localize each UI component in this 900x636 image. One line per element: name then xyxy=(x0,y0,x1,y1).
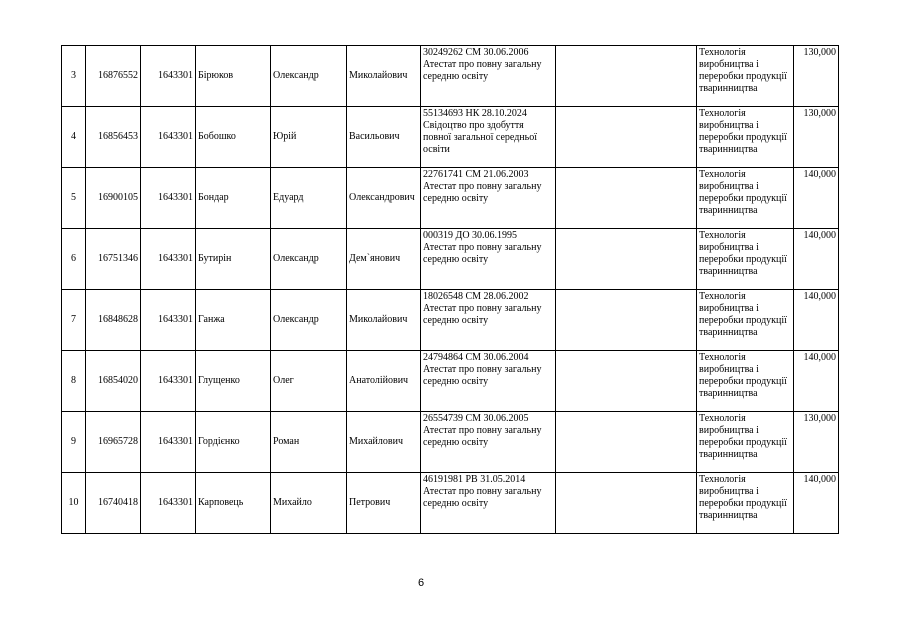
patronymic-cell: Миколайович xyxy=(347,290,421,351)
competition-score-cell: 140,000 xyxy=(794,351,839,412)
education-document-cell xyxy=(421,46,556,107)
applicant-id-cell: 16856453 xyxy=(86,107,141,168)
first-name-cell: Юрій xyxy=(271,107,347,168)
program-code-cell: 1643301 xyxy=(141,46,196,107)
first-name-cell: Едуард xyxy=(271,168,347,229)
last-name-cell: Бірюков xyxy=(196,46,271,107)
competition-score-cell: 130,000 xyxy=(794,412,839,473)
document-type: Атестат про повну загальну середню освіту xyxy=(423,486,542,509)
competition-score-cell: 140,000 xyxy=(794,229,839,290)
table-row xyxy=(62,351,839,412)
patronymic-cell: Миколайович xyxy=(347,46,421,107)
row-number-cell: 5 xyxy=(62,168,86,229)
table-body xyxy=(62,46,839,534)
document-number: 24794864 СМ 30.06.2004 xyxy=(423,352,529,363)
document-number: 30249262 СМ 30.06.2006 xyxy=(423,47,529,58)
first-name-cell: Олександр xyxy=(271,290,347,351)
program-code-cell: 1643301 xyxy=(141,290,196,351)
row-number-cell: 4 xyxy=(62,107,86,168)
education-document-cell xyxy=(421,412,556,473)
specialty-cell: Технологія виробництва і переробки продукції тваринництва xyxy=(697,351,794,412)
competition-score-cell: 140,000 xyxy=(794,290,839,351)
first-name-cell: Олександр xyxy=(271,229,347,290)
patronymic-cell: Васильович xyxy=(347,107,421,168)
applicant-id-cell: 16740418 xyxy=(86,473,141,534)
document-number: 46191981 РВ 31.05.2014 xyxy=(423,474,526,485)
applicant-id-cell: 16900105 xyxy=(86,168,141,229)
patronymic-cell: Михайлович xyxy=(347,412,421,473)
document-type: Атестат про повну загальну середню освіту xyxy=(423,425,542,448)
table-row xyxy=(62,107,839,168)
competition-score-cell: 140,000 xyxy=(794,473,839,534)
empty-cell-cell xyxy=(556,46,697,107)
document-type: Атестат про повну загальну середню освіту xyxy=(423,242,542,265)
program-code-cell: 1643301 xyxy=(141,107,196,168)
specialty-cell: Технологія виробництва і переробки продукції тваринництва xyxy=(697,412,794,473)
applicant-id-cell: 16751346 xyxy=(86,229,141,290)
table-row xyxy=(62,473,839,534)
last-name-cell: Бондар xyxy=(196,168,271,229)
empty-cell-cell xyxy=(556,107,697,168)
empty-cell-cell xyxy=(556,473,697,534)
last-name-cell: Гордієнко xyxy=(196,412,271,473)
applicant-id-cell: 16854020 xyxy=(86,351,141,412)
empty-cell-cell xyxy=(556,290,697,351)
last-name-cell: Бутирін xyxy=(196,229,271,290)
document-type: Свідоцтво про здобуття повної загальної середньої освіти xyxy=(423,120,537,155)
patronymic-cell: Олександрович xyxy=(347,168,421,229)
education-document-cell xyxy=(421,168,556,229)
document-number: 26554739 СМ 30.06.2005 xyxy=(423,413,529,424)
page-number: 6 xyxy=(417,577,425,589)
program-code-cell: 1643301 xyxy=(141,229,196,290)
document-type: Атестат про повну загальну середню освіту xyxy=(423,181,542,204)
competition-score-cell: 130,000 xyxy=(794,107,839,168)
document-number: 55134693 НК 28.10.2024 xyxy=(423,108,527,119)
education-document-cell xyxy=(421,107,556,168)
last-name-cell: Карповець xyxy=(196,473,271,534)
specialty-cell: Технологія виробництва і переробки продукції тваринництва xyxy=(697,229,794,290)
education-document-cell xyxy=(421,351,556,412)
row-number-cell: 3 xyxy=(62,46,86,107)
education-document-cell xyxy=(421,229,556,290)
row-number-cell: 7 xyxy=(62,290,86,351)
education-document-cell xyxy=(421,290,556,351)
specialty-cell: Технологія виробництва і переробки продукції тваринництва xyxy=(697,290,794,351)
applicant-id-cell: 16965728 xyxy=(86,412,141,473)
document-type: Атестат про повну загальну середню освіту xyxy=(423,364,542,387)
last-name-cell: Ганжа xyxy=(196,290,271,351)
competition-score-cell: 140,000 xyxy=(794,168,839,229)
patronymic-cell: Дем`янович xyxy=(347,229,421,290)
empty-cell-cell xyxy=(556,168,697,229)
program-code-cell: 1643301 xyxy=(141,473,196,534)
patronymic-cell: Петрович xyxy=(347,473,421,534)
document-type: Атестат про повну загальну середню освіту xyxy=(423,59,542,82)
last-name-cell: Бобошко xyxy=(196,107,271,168)
first-name-cell: Олександр xyxy=(271,46,347,107)
table-row xyxy=(62,412,839,473)
program-code-cell: 1643301 xyxy=(141,351,196,412)
specialty-cell: Технологія виробництва і переробки продукції тваринництва xyxy=(697,107,794,168)
table-row xyxy=(62,46,839,107)
first-name-cell: Олег xyxy=(271,351,347,412)
last-name-cell: Глущенко xyxy=(196,351,271,412)
first-name-cell: Роман xyxy=(271,412,347,473)
applicant-id-cell: 16876552 xyxy=(86,46,141,107)
applicant-id-cell: 16848628 xyxy=(86,290,141,351)
row-number-cell: 6 xyxy=(62,229,86,290)
education-document-cell xyxy=(421,473,556,534)
empty-cell-cell xyxy=(556,351,697,412)
document-number: 000319 ДО 30.06.1995 xyxy=(423,230,518,241)
row-number-cell: 9 xyxy=(62,412,86,473)
specialty-cell: Технологія виробництва і переробки продукції тваринництва xyxy=(697,473,794,534)
first-name-cell: Михайло xyxy=(271,473,347,534)
empty-cell-cell xyxy=(556,229,697,290)
specialty-cell: Технологія виробництва і переробки продукції тваринництва xyxy=(697,46,794,107)
program-code-cell: 1643301 xyxy=(141,168,196,229)
document-number: 22761741 СМ 21.06.2003 xyxy=(423,169,529,180)
program-code-cell: 1643301 xyxy=(141,412,196,473)
table-row xyxy=(62,229,839,290)
row-number-cell: 8 xyxy=(62,351,86,412)
table-row xyxy=(62,290,839,351)
competition-score-cell: 130,000 xyxy=(794,46,839,107)
empty-cell-cell xyxy=(556,412,697,473)
records-table xyxy=(61,45,839,534)
patronymic-cell: Анатолійович xyxy=(347,351,421,412)
document-type: Атестат про повну загальну середню освіту xyxy=(423,303,542,326)
table-row xyxy=(62,168,839,229)
specialty-cell: Технологія виробництва і переробки продукції тваринництва xyxy=(697,168,794,229)
row-number-cell: 10 xyxy=(62,473,86,534)
document-number: 18026548 СМ 28.06.2002 xyxy=(423,291,529,302)
